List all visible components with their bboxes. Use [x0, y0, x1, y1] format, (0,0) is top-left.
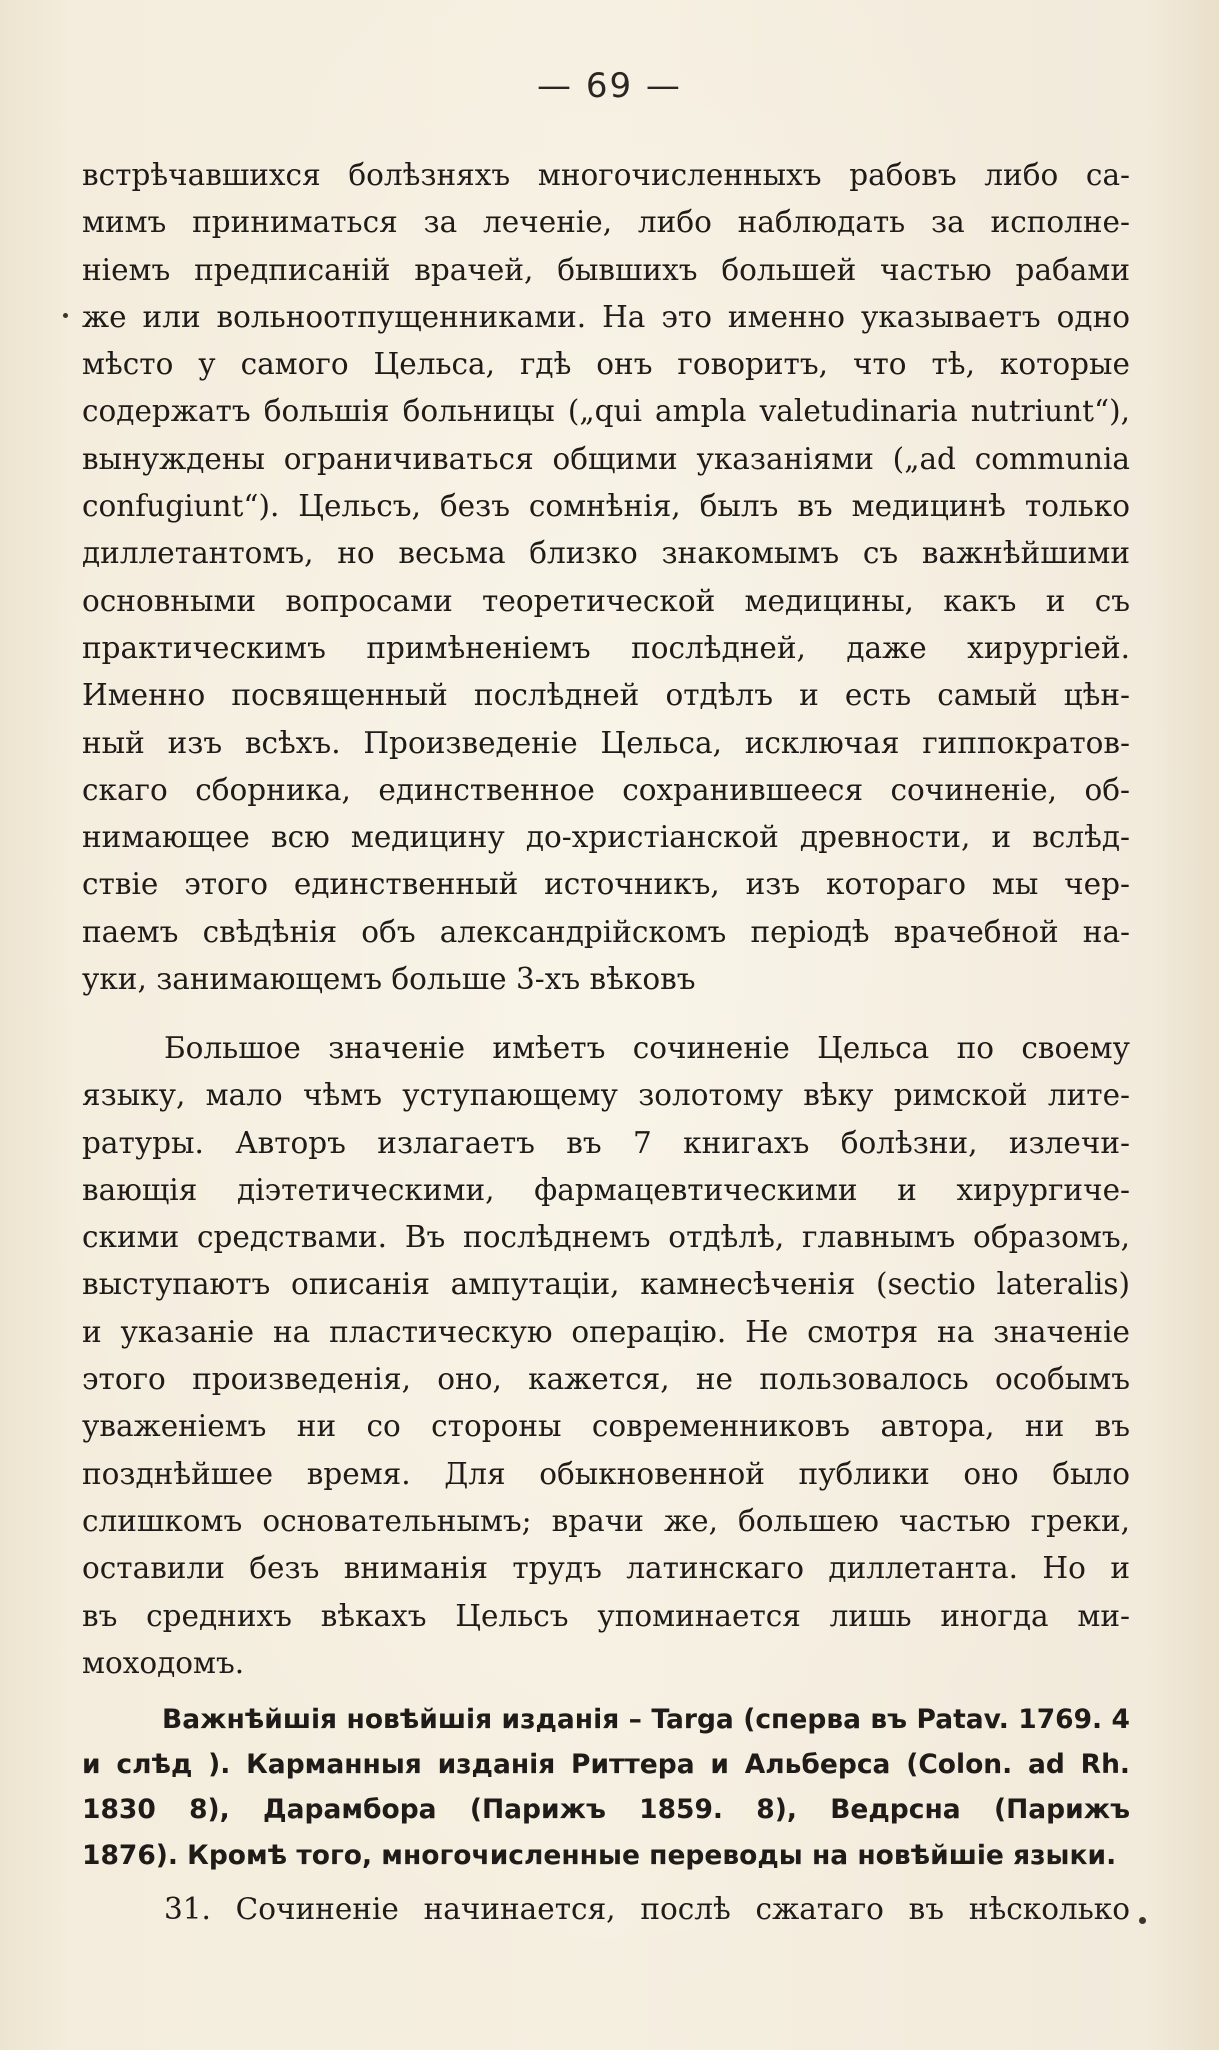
note-line: Важнѣйшія новѣйшія изданія – Targa (сперва въ Patav. 1769. 4: [162, 1704, 1130, 1735]
text-line: диллетантомъ, но весьма близко знакомымъ съ важнѣйшими: [82, 536, 1130, 571]
text-line: же или вольноотпущенниками. На это именно указываетъ одно: [82, 299, 1130, 334]
text-line: этого произведенія, оно, кажется, не пользовалось особымъ: [82, 1362, 1130, 1397]
text-line: основными вопросами теоретической медицины, какъ и съ: [82, 583, 1130, 618]
paragraph-3: [82, 1886, 1130, 1933]
text-line: скими средствами. Въ послѣднемъ отдѣлѣ, главнымъ образомъ,: [82, 1220, 1130, 1255]
paragraph-2: [82, 1025, 1130, 1687]
text-line: практическимъ примѣненіемъ послѣдней, даже хирургіей.: [82, 630, 1130, 665]
text-line: въ среднихъ вѣкахъ Цельсъ упоминается лишь иногда ми-: [82, 1598, 1130, 1633]
text-line: позднѣйшее время. Для обыкновенной публики оно было: [82, 1456, 1130, 1491]
text-line: содержатъ большія больницы („qui ampla valetudinaria nutriunt“),: [82, 394, 1130, 429]
text-line: Именно посвященный послѣдней отдѣлъ и есть самый цѣн-: [82, 678, 1130, 713]
text-line: Большое значеніе имѣетъ сочиненіе Цельса по своему: [164, 1031, 1130, 1065]
paragraph-1: [82, 152, 1130, 1003]
text-line: ратуры. Авторъ излагаетъ въ 7 книгахъ болѣзни, излечи-: [82, 1125, 1130, 1160]
page-number: — 69 —: [537, 66, 682, 106]
text-line: уки, занимающемъ больше 3-хъ вѣковъ: [82, 962, 696, 997]
text-line: моходомъ.: [82, 1645, 245, 1680]
text-line: мимъ приниматься за леченіе, либо наблюдать за исполне-: [82, 205, 1130, 240]
text-line: нимающее всю медицину до-христіанской древности, и вслѣд-: [82, 820, 1130, 855]
text-line: паемъ свѣдѣнія объ александрійскомъ періодѣ врачебной на-: [82, 914, 1130, 949]
text-line: вынуждены ограничиваться общими указаніями („ad communia: [82, 441, 1130, 476]
text-line: уваженіемъ ни со стороны современниковъ автора, ни въ: [82, 1409, 1130, 1444]
text-line: мѣсто у самого Цельса, гдѣ онъ говоритъ, что тѣ, которые: [82, 347, 1130, 382]
text-line: и указаніе на пластическую операцію. Не смотря на значеніе: [82, 1314, 1130, 1349]
ink-speck: [1139, 1917, 1146, 1924]
text-line: confugiunt“). Цельсъ, безъ сомнѣнія, былъ въ медицинѣ только: [82, 489, 1130, 524]
text-line: ный изъ всѣхъ. Произведеніе Цельса, исключая гиппократов-: [82, 725, 1130, 760]
text-line: встрѣчавшихся болѣзняхъ многочисленныхъ рабовъ либо са-: [82, 158, 1130, 192]
note-line: 1876). Кромѣ того, многочисленные переводы на новѣйшіе языки.: [82, 1839, 1117, 1871]
text-line: ніемъ предписаній врачей, бывшихъ большей частью рабами: [82, 252, 1130, 287]
text-line: 31. Сочиненіе начинается, послѣ сжатаго въ нѣсколько: [164, 1892, 1130, 1926]
bibliography-note: [82, 1697, 1130, 1878]
note-line: 1830 8), Дарамбора (Парижъ 1859. 8), Ведрсна (Парижъ: [82, 1794, 1130, 1826]
text-line: языку, мало чѣмъ уступающему золотому вѣку римской лите-: [82, 1078, 1130, 1113]
note-line: и слѣд ). Карманныя изданія Риттера и Альберса (Colon. ad Rh.: [82, 1749, 1130, 1781]
text-line: выступаютъ описанія ампутаціи, камнесѣченія (sectio lateralis): [82, 1267, 1130, 1302]
text-line: ствіе этого единственный источникъ, изъ котораго мы чер-: [82, 867, 1130, 902]
text-line: вающія діэтетическими, фармацевтическими и хирургиче-: [82, 1172, 1130, 1207]
text-line: оставили безъ вниманія трудъ латинскаго диллетанта. Но и: [82, 1551, 1130, 1586]
ink-speck: [63, 313, 68, 318]
text-line: скаго сборника, единственное сохранившееся сочиненіе, об-: [82, 772, 1130, 807]
text-line: слишкомъ основательнымъ; врачи же, большею частью греки,: [82, 1503, 1130, 1538]
